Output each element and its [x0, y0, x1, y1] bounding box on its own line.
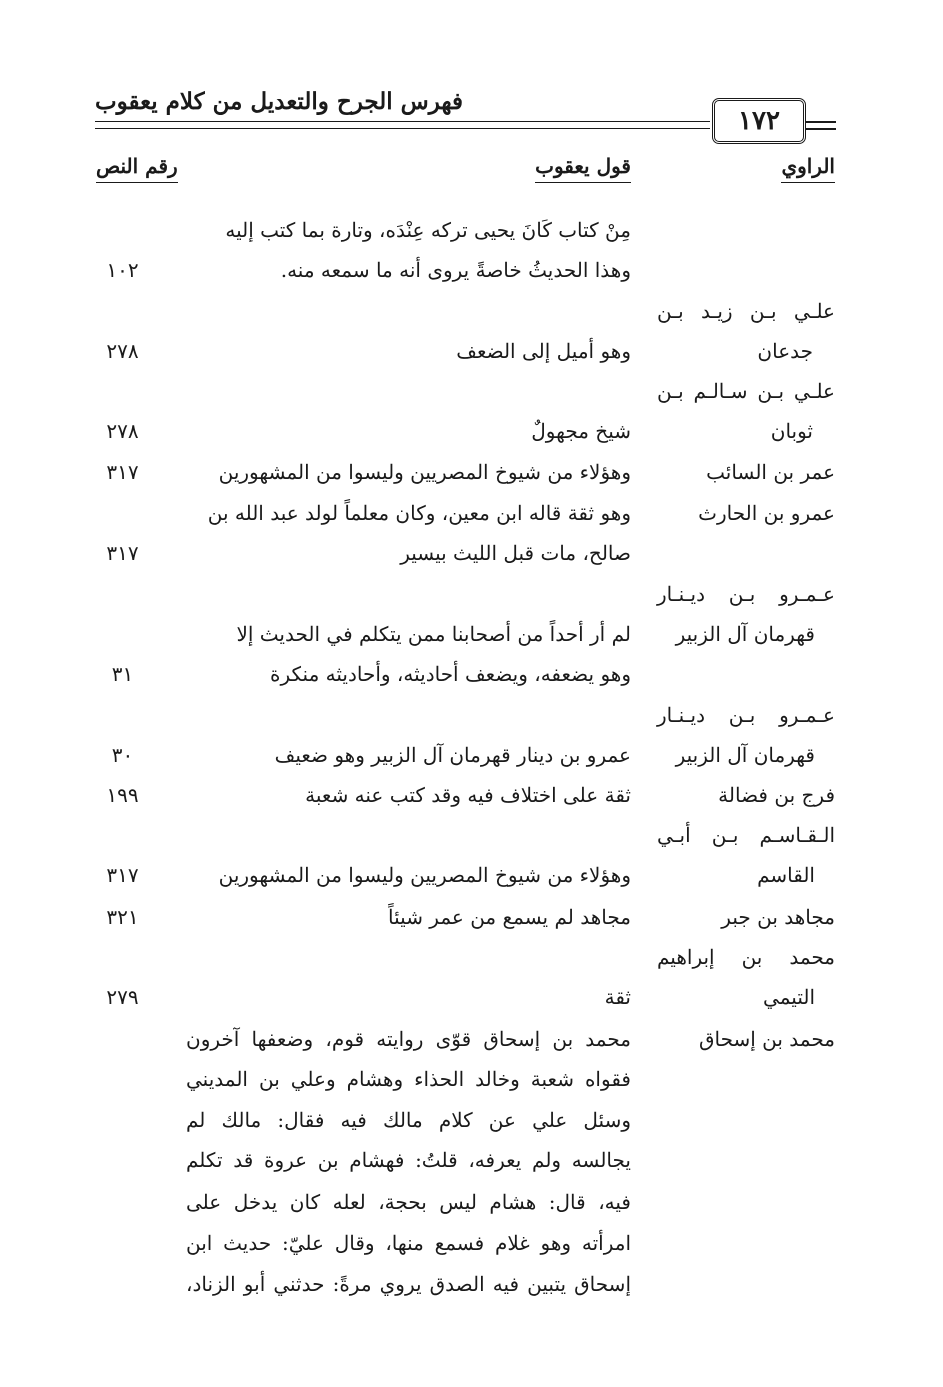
saying-line: مجاهد لم يسمع من عمر شيئاً [388, 905, 631, 929]
saying-line: وهؤلاء من شيوخ المصريين وليسوا من المشهورين [218, 863, 631, 887]
saying-line: ثقة [604, 985, 631, 1009]
text-number: ٣١٧ [106, 863, 139, 887]
column-header-narrator: الراوي [781, 154, 835, 183]
saying-line: صالح، مات قبل الليث بيسير [400, 541, 631, 565]
narrator-name: عـمـرو بـن ديـنـار [657, 582, 835, 606]
narrator-name: التيمي [763, 985, 815, 1009]
text-number: ١٠٢ [106, 258, 139, 282]
text-number: ٢٧٨ [106, 419, 139, 443]
running-title: فهرس الجرح والتعديل من كلام يعقوب [95, 88, 464, 115]
saying-line: وهو ثقة قاله ابن معين، وكان معلماً لولد عبد الله بن [207, 501, 631, 525]
narrator-name: قهرمان آل الزبير [675, 622, 815, 646]
text-number: ١٩٩ [106, 783, 139, 807]
narrator-name: عـمـرو بـن ديـنـار [657, 703, 835, 727]
header-rule [95, 128, 710, 129]
saying-line: إسحاق يتبين فيه الصدق يروي مرةً: حدثني أبو الزناد، [186, 1272, 631, 1296]
column-header-saying: قول يعقوب [535, 154, 631, 183]
text-number: ٣٢١ [106, 905, 139, 929]
page-number: ١٧٢ [712, 98, 806, 144]
saying-line: فيه، قال: هشام ليس بحجة، لعله كان يدخل على [186, 1190, 631, 1214]
saying-line: لم أر أحداً من أصحابنا ممن يتكلم في الحديث إلا [236, 622, 631, 646]
narrator-name: محمد بن إبراهيم [657, 945, 835, 969]
saying-line: شيخ مجهولٌ [531, 419, 631, 443]
text-number: ٣١٧ [106, 541, 139, 565]
text-number: ٣٠ [111, 743, 134, 767]
narrator-name: قهرمان آل الزبير [675, 743, 815, 767]
narrator-name: ثوبان [770, 419, 813, 443]
header-rule [95, 121, 710, 122]
narrator-name: علـي بـن سـالـم بـن [657, 379, 835, 403]
saying-line: وسئل علي عن كلام مالك فيه فقال: مالك لم [186, 1108, 631, 1132]
header-ornament [806, 128, 836, 130]
saying-line: محمد بن إسحاق قوّى روايته قوم، وضعفها آخرون [186, 1027, 631, 1051]
narrator-name: فرج بن فضالة [718, 783, 835, 807]
saying-line: مِنْ كتاب كَانَ يحيى تركه عِنْدَه، وتارة بما كتب إليه [225, 218, 631, 242]
narrator-name: القاسم [757, 863, 815, 887]
narrator-name: جدعان [757, 339, 813, 363]
saying-line: وهو أميل إلى الضعف [456, 339, 631, 363]
column-header-number: رقم النص [96, 154, 178, 183]
saying-line: وهذا الحديثُ خاصةً يروى أنه ما سمعه منه. [280, 258, 631, 282]
narrator-name: عمر بن السائب [706, 460, 835, 484]
narrator-name: علـي بـن زيـد بـن [657, 299, 835, 323]
narrator-name: الـقـاسـم بـن أبـي [657, 823, 835, 847]
saying-line: امرأته وهو غلام فسمع منها، وقال عليّ: حديث ابن [186, 1231, 631, 1255]
saying-line: يجالسه ولم يعرفه، قلتُ: فهشام بن عروة قد تكلم [186, 1148, 631, 1172]
saying-line: ثقة على اختلاف فيه وقد كتب عنه شعبة [305, 783, 631, 807]
text-number: ٢٧٩ [106, 985, 139, 1009]
narrator-name: عمرو بن الحارث [698, 501, 835, 525]
saying-line: وهو يضعفه، ويضعف أحاديثه، وأحاديثه منكرة [269, 662, 631, 686]
text-number: ٢٧٨ [106, 339, 139, 363]
header-ornament [806, 121, 836, 123]
saying-line: فقواه شعبة وخالد الحذاء وهشام وعلي بن المديني [186, 1067, 631, 1091]
saying-line: عمرو بن دينار قهرمان آل الزبير وهو ضعيف [274, 743, 631, 767]
text-number: ٣١٧ [106, 460, 139, 484]
narrator-name: مجاهد بن جبر [721, 905, 835, 929]
saying-line: وهؤلاء من شيوخ المصريين وليسوا من المشهورين [218, 460, 631, 484]
narrator-name: محمد بن إسحاق [698, 1027, 835, 1051]
text-number: ٣١ [111, 662, 134, 686]
